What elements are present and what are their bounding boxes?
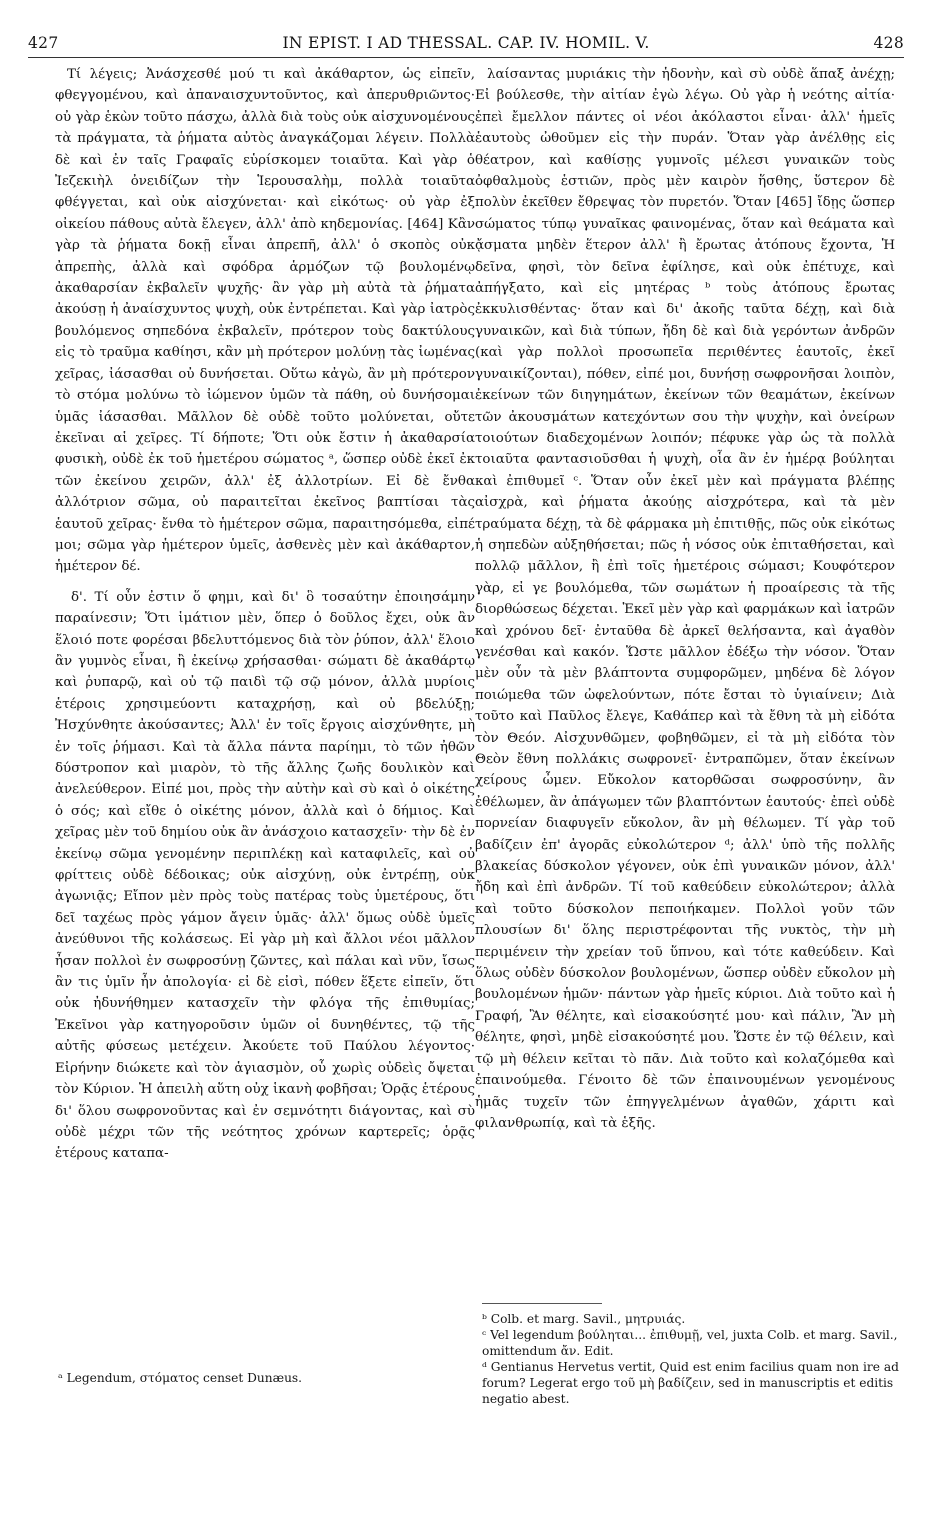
left-column xyxy=(55,64,475,1165)
header-rule xyxy=(28,57,904,58)
footnote-d: ᵈ Gentianus Hervetus vertit, Quid est enim facilius quam non ire ad forum? Legerat ergo τοῦ μὴ βαδίζειν, sed in manuscriptis et editis negatio abest. xyxy=(482,1360,899,1406)
running-title: IN EPIST. I AD THESSAL. CAP. IV. HOMIL. V. xyxy=(282,34,650,52)
footnotes-left xyxy=(58,1370,458,1386)
running-header xyxy=(28,34,904,56)
footnote-b: ᵇ Colb. et marg. Savil., μητρυιάς. xyxy=(482,1312,686,1326)
footnote-a: ᵃ Legendum, στόματος censet Dunæus. xyxy=(58,1371,303,1385)
footnote-c: ᶜ Vel legendum βούληται... ἐπιθυμῇ, vel, juxta Colb. et marg. Savil., omittendum ἄν. Edit. xyxy=(482,1328,898,1358)
paragraph-left-2: δ'. Τί οὖν ἐστιν ὅ φημι, καὶ δι' ὃ τοσαύτην ἐποιησάμην παραίνεσιν; Ὅτι ἱμάτιον μὲν, ὅπερ ὁ δοῦλος ἔχει, οὐκ ἂν ἕλοιό ποτε φορέσαι βδελυττόμενος διὰ τὸν ῥύπον, ἀλλ' ἕλοιο ἂν γυμνὸς εἶναι, ἢ ἐκείνῳ χρήσασθαι· σώματι δὲ ἀκαθάρτῳ καὶ ῥυπαρῷ, καὶ οὐ τῷ παιδὶ τῷ σῷ μόνον, ἀλλὰ μυρίοις ἑτέροις χρησιμεύοντι καταχρήσῃ, καὶ οὐ βδελύξῃ; Ἠσχύνθητε ἀκούσαντες; Ἀλλ' ἐν τοῖς ἔργοις αἰσχύνθητε, μὴ ἐν τοῖς ῥήμασι. Καὶ τὰ ἄλλα πάντα παρίημι, τὸ τῶν ἠθῶν δύστροπον καὶ μιαρὸν, τὸ τῆς ἄλλης ζωῆς δουλικὸν καὶ ἀνελεύθερον. Εἰπέ μοι, πρὸς τὴν αὐτὴν καὶ σὺ καὶ ὁ οἰκέτης ὁ σός; καὶ εἴθε ὁ οἰκέτης μόνον, ἀλλὰ καὶ ὁ δήμιος. Καὶ χεῖρας μὲν τοῦ δημίου οὐκ ἂν ἀνάσχοιο κατασχεῖν· τὴν δὲ ἐν ἐκείνῳ σῶμα γενομένην περιπλέκῃ καὶ καταφιλεῖς, καὶ οὐ φρίττεις οὐδὲ δέδοικας; οὐκ αἰσχύνῃ, οὐκ ἐντρέπῃ, οὐκ ἀγωνιᾷς; Εἴπον μὲν πρὸς τοὺς πατέρας τοὺς ὑμετέρους, ὅτι δεῖ ταχέως πρὸς γάμον ἄγειν ὑμᾶς· ἀλλ' ὅμως οὐδὲ ὑμεῖς ἀνεύθυνοι τῆς κολάσεως. Εἰ γὰρ μὴ καὶ ἄλλοι νέοι μᾶλλον ἦσαν πολλοὶ ἐν σωφροσύνῃ ζῶντες, καὶ πάλαι καὶ νῦν, ἴσως ἂν τις ὑμῖν ἦν ἀπολογία· εἰ δὲ εἰσὶ, πόθεν ἕξετε εἰπεῖν, ὅτι οὐκ ἠδυνήθημεν κατασχεῖν τὴν φλόγα τῆς ἐπιθυμίας; Ἐκεῖνοι γὰρ κατηγοροῦσιν ὑμῶν οἱ δυνηθέντες, τῷ τῆς αὐτῆς φύσεως μετέχειν. Ἀκούετε τοῦ Παύλου λέγοντος· Εἰρήνην διώκετε καὶ τὸν ἁγιασμὸν, οὗ χωρὶς οὐδεὶς ὄψεται τὸν Κύριον. Ἡ ἀπειλὴ αὕτη οὐχ ἱκανὴ φοβῆσαι; Ὁρᾷς ἑτέρους δι' ὅλου σωφρονοῦντας καὶ ἐν σεμνότητι διάγοντας, καὶ σὺ οὐδὲ μέχρι τῶν τῆς νεότητος χρόνων καρτερεῖς; ὁρᾷς ἑτέρους καταπα- xyxy=(55,589,475,1162)
paragraph-left-1: Τί λέγεις; Ἀνάσχεσθέ μού τι καὶ ἀκάθαρτον, ὡς εἰπεῖν, φθεγγομένου, καὶ ἀπαναισχυντοῦντος, καὶ ἀπερυθριῶντος· οὐ γὰρ ἑκὼν τοῦτο πάσχω, ἀλλὰ διὰ τοὺς οὐκ αἰσχυνομένους τὰ πράγματα, τὰ ῥήματα αὐτὸς ἀναγκάζομαι λέγειν. Πολλὰ δὲ καὶ ἐν ταῖς Γραφαῖς εὑρίσκομεν τοιαῦτα. Καὶ γὰρ ὁ Ἰεζεκιὴλ ὀνειδίζων τὴν Ἱερουσαλὴμ, πολλὰ τοιαῦτα φθέγγεται, καὶ οὐκ αἰσχύνεται· καὶ εἰκότως· οὐ γὰρ ἐξ οἰκείου πάθους αὐτὰ ἔλεγεν, ἀλλ' ἀπὸ κηδεμονίας. [464] Κἂν γὰρ τὰ ῥήματα δοκῇ εἶναι ἀπρεπῆ, ἀλλ' ὁ σκοπὸς οὐκ ἀπρεπὴς, ἀλλὰ καὶ σφόδρα ἁρμόζων τῷ βουλομένῳ ἀκαθαρσίαν ἐκβαλεῖν ψυχῆς· ἂν γὰρ μὴ αὐτὰ τὰ ῥήματα ἀκούσῃ ἡ ἀναίσχυντος ψυχὴ, οὐκ ἐντρέπεται. Καὶ γὰρ ἰατρὸς βουλόμενος σηπεδόνα ἐκβαλεῖν, πρότερον τοὺς δακτύλους εἰς τὸ τραῦμα καθίησι, κἂν μὴ πρότερον μολύνῃ τὰς ἰωμένας χεῖρας, ἰάσασθαι οὐ δυνήσεται. Οὕτω κἀγὼ, ἂν μὴ πρότερον τὸ στόμα μολύνω τὸ ἰώμενον ὑμῶν τὰ πάθη, οὐ δυνήσομαι ὑμᾶς ἰάσασθαι. Μᾶλλον δὲ οὐδὲ τοῦτο μολύνεται, οὔτε ἐκεῖναι αἱ χεῖρες. Τί δήποτε; Ὅτι οὐκ ἔστιν ἡ ἀκαθαρσία φυσικὴ, οὐδὲ ἐκ τοῦ ἡμετέρου σώματος ᵃ, ὥσπερ οὐδὲ ἐκεῖ ἐκ τῶν ἐκείνου χειρῶν, ἀλλ' ἐξ ἀλλοτρίων. Εἰ δὲ ἔνθα ἀλλότριον σῶμα, οὐ παραιτεῖται ἐκεῖνος βαπτίσαι τὰς ἑαυτοῦ χεῖρας· ἔνθα τὸ ἡμέτερον σῶμα, παραιτησόμεθα, εἰπέ μοι; σῶμα γὰρ ἡμέτερον ὑμεῖς, ἀσθενὲς μὲν καὶ ἀκάθαρτον, ἡμέτερον δέ. xyxy=(55,67,475,575)
right-column xyxy=(475,64,895,1134)
footnotes-right xyxy=(482,1311,902,1407)
page-number-left: 427 xyxy=(28,34,59,52)
footnote-rule xyxy=(482,1303,602,1304)
paragraph-right-1: λαίσαντας μυριάκις τὴν ἡδονὴν, καὶ σὺ οὐδὲ ἅπαξ ἀνέχῃ; Εἰ βούλεσθε, τὴν αἰτίαν ἐγὼ λέγω. Οὐ γὰρ ἡ νεότης αἰτία· ἐπεὶ ἔμελλον πάντες οἱ νέοι ἀκόλαστοι εἶναι· ἀλλ' ἡμεῖς ἑαυτοὺς ὠθοῦμεν εἰς τὴν πυράν. Ὅταν γὰρ ἀνέλθῃς εἰς θέατρον, καὶ καθίσῃς γυμνοῖς μέλεσι γυναικῶν τοὺς ὀφθαλμοὺς ἑστιῶν, πρὸς μὲν καιρὸν ἥσθης, ὕστερον δὲ πολὺν ἐκεῖθεν ἔθρεψας τὸν πυρετόν. Ὅταν [465] ἴδῃς ὥσπερ σώματος τύπῳ γυναῖκας φαινομένας, ὅταν καὶ θεάματα καὶ ᾄσματα μηδὲν ἕτερον ἀλλ' ἢ ἔρωτας ἀτόπους ἔχοντα, Ἡ δεῖνα, φησὶ, τὸν δεῖνα ἐφίλησε, καὶ οὐκ ἐπέτυχε, καὶ ἀπήγξατο, καὶ εἰς μητέρας ᵇ τοὺς ἀτόπους ἔρωτας ἐκκυλισθέντας· ὅταν καὶ δι' ἀκοῆς ταῦτα δέχῃ, καὶ διὰ γυναικῶν, καὶ διὰ τύπων, ἤδη δὲ καὶ διὰ γερόντων ἀνδρῶν (καὶ γὰρ πολλοὶ προσωπεῖα περιθέντες ἑαυτοῖς, ἐκεῖ γυναικίζονται), πόθεν, εἰπέ μοι, δυνήσῃ σωφρονῆσαι λοιπὸν, ἐκείνων τῶν διηγημάτων, ἐκείνων τῶν θεαμάτων, ἐκείνων τῶν ἀκουσμάτων κατεχόντων σου τὴν ψυχὴν, καὶ ὀνείρων τοιούτων διαδεχομένων λοιπόν; πέφυκε γὰρ ὡς τὰ πολλὰ τοιαῦτα φαντασιοῦσθαι ἡ ψυχὴ, οἷα ἂν ἐν ἡμέρᾳ βούληται καὶ ἐπιθυμεῖ ᶜ. Ὅταν οὖν ἐκεῖ μὲν καὶ πράγματα βλέπῃς αἰσχρὰ, καὶ ῥήματα ἀκούῃς αἰσχρότερα, καὶ τὰ μὲν τραύματα δέχῃ, τὰ δὲ φάρμακα μὴ ἐπιτιθῇς, πῶς οὐκ εἰκότως ἡ σηπεδὼν αὐξηθήσεται; πῶς ἡ νόσος οὐκ ἐπιταθήσεται, καὶ πολλῷ μᾶλλον, ἢ ἐπὶ τοῖς ἡμετέροις σώμασι; Κουφότερον γὰρ, εἰ γε βουλόμεθα, τῶν σωμάτων ἡ προαίρεσις τὰ τῆς διορθώσεως δέχεται. Ἐκεῖ μὲν γὰρ καὶ φαρμάκων καὶ ἰατρῶν καὶ χρόνου δεῖ· ἐνταῦθα δὲ ἀρκεῖ θελήσαντα, καὶ ἀγαθὸν γενέσθαι καὶ κακόν. Ὥστε μᾶλλον ἐδέξω τὴν νόσον. Ὅταν μὲν οὖν τὰ μὲν βλάπτοντα συμφορῶμεν, μηδένα δὲ λόγον ποιώμεθα τῶν ὠφελούντων, πότε ἔσται τὸ ὑγιαίνειν; Διὰ τοῦτο καὶ Παῦλος ἔλεγε, Καθάπερ καὶ τὰ ἔθνη τὰ μὴ εἰδότα τὸν Θεόν. Αἰσχυνθῶμεν, φοβηθῶμεν, εἰ τὰ μὴ εἰδότα τὸν Θεὸν ἔθνη πολλάκις σωφρονεῖ· ἐντραπῶμεν, ὅταν ἐκείνων χείρους ὦμεν. Εὔκολον κατορθῶσαι σωφροσύνην, ἂν ἐθέλωμεν, ἂν ἀπάγωμεν τῶν βλαπτόντων ἑαυτούς· ἐπεὶ οὐδὲ πορνείαν διαφυγεῖν εὔκολον, ἂν μὴ θέλωμεν. Τί γὰρ τοῦ βαδίζειν ἐπ' ἀγορᾶς εὐκολώτερον ᵈ; ἀλλ' ὑπὸ τῆς πολλῆς βλακείας δύσκολον γέγονεν, οὐκ ἐπὶ γυναικῶν μόνον, ἀλλ' ἤδη καὶ ἐπὶ ἀνδρῶν. Τί τοῦ καθεύδειν εὐκολώτερον; ἀλλὰ καὶ τοῦτο δύσκολον πεποιήκαμεν. Πολλοὶ γοῦν τῶν πλουσίων δι' ὅλης περιστρέφονται τῆς νυκτὸς, τὴν μὴ περιμένειν τὴν χρείαν τοῦ ὕπνου, καὶ τότε καθεύδειν. Καὶ ὅλως οὐδὲν δύσκολον βουλομένων, ὥσπερ οὐδὲν εὔκολον μὴ βουλομένων ἡμῶν· πάντων γὰρ ἡμεῖς κύριοι. Διὰ τοῦτο καὶ ἡ Γραφή, Ἂν θέλητε, καὶ εἰσακούσητέ μου· καὶ πάλιν, Ἂν μὴ θέλητε, φησὶ, μηδὲ εἰσακούσητέ μου. Ὥστε ἐν τῷ θέλειν, καὶ τῷ μὴ θέλειν κεῖται τὸ πᾶν. Διὰ τοῦτο καὶ κολαζόμεθα καὶ ἐπαινούμεθα. Γένοιτο δὲ τῶν ἐπαινουμένων γενομένους ἡμᾶς τυχεῖν τῶν ἐπηγγελμένων ἀγαθῶν, χάριτι καὶ φιλανθρωπίᾳ, καὶ τὰ ἑξῆς. xyxy=(475,67,895,1131)
page-number-right: 428 xyxy=(873,34,904,52)
